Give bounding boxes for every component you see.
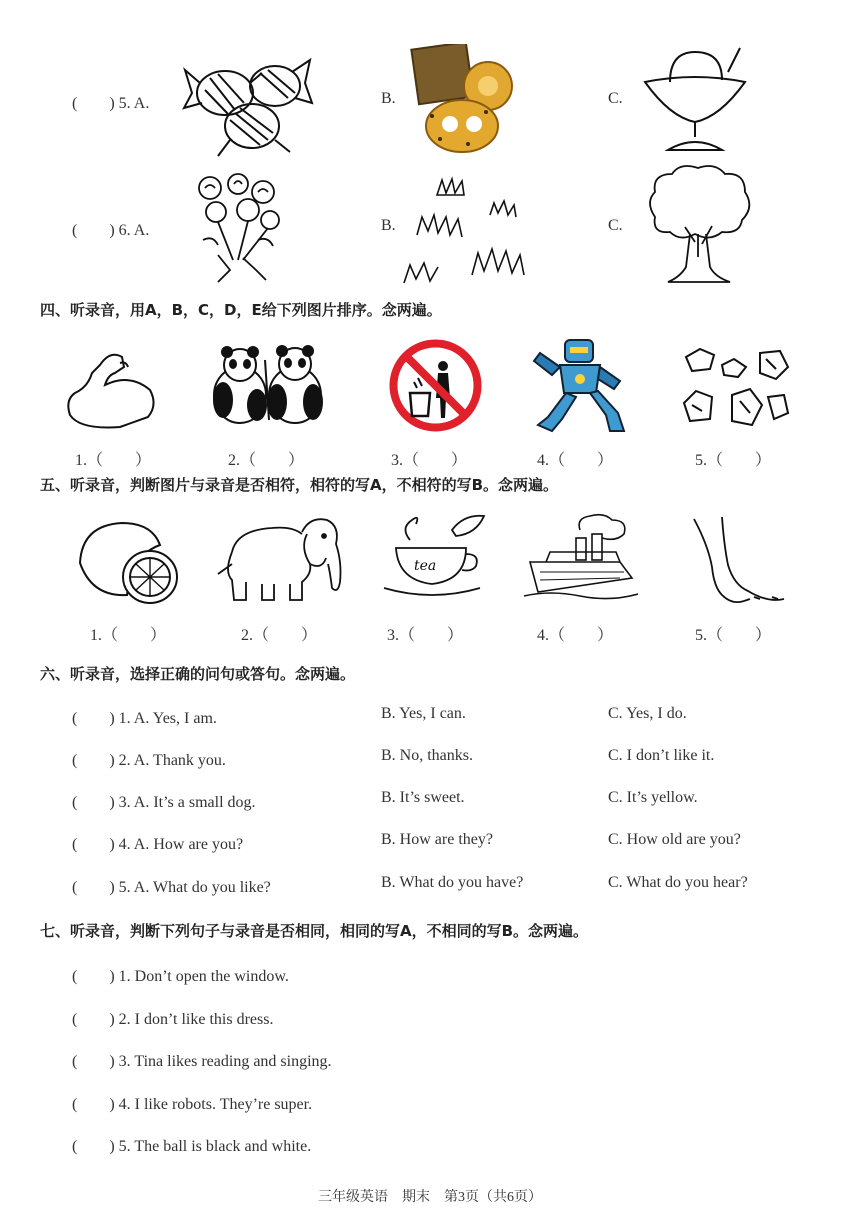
section4-item-1: 1.（ ） [75, 452, 152, 469]
section6-q3-option-c: C. It’s yellow. [608, 789, 698, 806]
svg-text:tea: tea [414, 558, 437, 574]
section5-item-1: 1.（ ） [90, 627, 167, 644]
section6-q2-option-c: C. I don’t like it. [608, 747, 715, 764]
section4-item-2: 2.（ ） [228, 452, 305, 469]
cookies-icon [410, 44, 515, 156]
section6-q1: ( ) 1. A. Yes, I am. [72, 710, 217, 727]
q5-label: ( ) 5. A. [72, 95, 150, 112]
page-footer: 三年级英语 期末 第3页（共6页） [318, 1190, 542, 1205]
section5-item-5: 5.（ ） [695, 627, 772, 644]
tea-icon [380, 510, 490, 605]
section6-q5-option-b: B. What do you have? [381, 874, 524, 891]
q5-option-b: B. [381, 90, 396, 107]
tree-icon [640, 162, 755, 287]
section7-heading: 七、听录音，判断下列句子与录音是否相同，相同的写A，不相同的写B。念两遍。 [40, 922, 589, 940]
section6-q2: ( ) 2. A. Thank you. [72, 752, 226, 769]
section6-q4-option-c: C. How old are you? [608, 831, 741, 848]
section6-q1-option-b: B. Yes, I can. [381, 705, 466, 722]
section6-q4-option-b: B. How are they? [381, 831, 493, 848]
q6-option-c: C. [608, 217, 623, 234]
section4-item-3: 3.（ ） [391, 452, 468, 469]
ice-cream-icon [640, 42, 750, 157]
section5-item-4: 4.（ ） [537, 627, 614, 644]
section6-q3-option-b: B. It’s sweet. [381, 789, 465, 806]
rocks-icon [680, 345, 790, 430]
section6-q4: ( ) 4. A. How are you? [72, 836, 244, 853]
section6-q5-option-c: C. What do you hear? [608, 874, 748, 891]
section6-q2-option-b: B. No, thanks. [381, 747, 473, 764]
section4-item-5: 5.（ ） [695, 452, 772, 469]
section7-q1: ( ) 1. Don’t open the window. [72, 968, 289, 985]
grass-icon [402, 175, 532, 285]
section7-q2: ( ) 2. I don’t like this dress. [72, 1011, 274, 1028]
feet-icon [688, 515, 788, 610]
pandas-icon [205, 340, 330, 430]
section6-q5: ( ) 5. A. What do you like? [72, 879, 271, 896]
section6-q1-option-c: C. Yes, I do. [608, 705, 687, 722]
candy-icon [180, 48, 315, 158]
q6-option-b: B. [381, 217, 396, 234]
q6-label: ( ) 6. A. [72, 222, 150, 239]
elephant-icon [212, 512, 352, 610]
section6-heading: 六、听录音，选择正确的问句或答句。念两遍。 [40, 665, 356, 683]
strong-arm-icon [60, 345, 160, 435]
section6-q3: ( ) 3. A. It’s a small dog. [72, 794, 256, 811]
section5-item-2: 2.（ ） [241, 627, 318, 644]
section5-heading: 五、听录音，判断图片与录音是否相符，相符的写A，不相符的写B。念两遍。 [40, 476, 559, 494]
section4-heading: 四、听录音，用A，B，C，D，E给下列图片排序。念两遍。 [40, 301, 442, 319]
section5-item-3: 3.（ ） [387, 627, 464, 644]
section7-q5: ( ) 5. The ball is black and white. [72, 1138, 312, 1155]
ship-icon [520, 512, 640, 607]
robot-icon [530, 335, 630, 437]
flowers-icon [188, 170, 283, 285]
section7-q3: ( ) 3. Tina likes reading and singing. [72, 1053, 332, 1070]
q5-option-c: C. [608, 90, 623, 107]
no-littering-icon [388, 338, 483, 433]
section7-q4: ( ) 4. I like robots. They’re super. [72, 1096, 313, 1113]
lemon-icon [72, 515, 182, 607]
section4-item-4: 4.（ ） [537, 452, 614, 469]
